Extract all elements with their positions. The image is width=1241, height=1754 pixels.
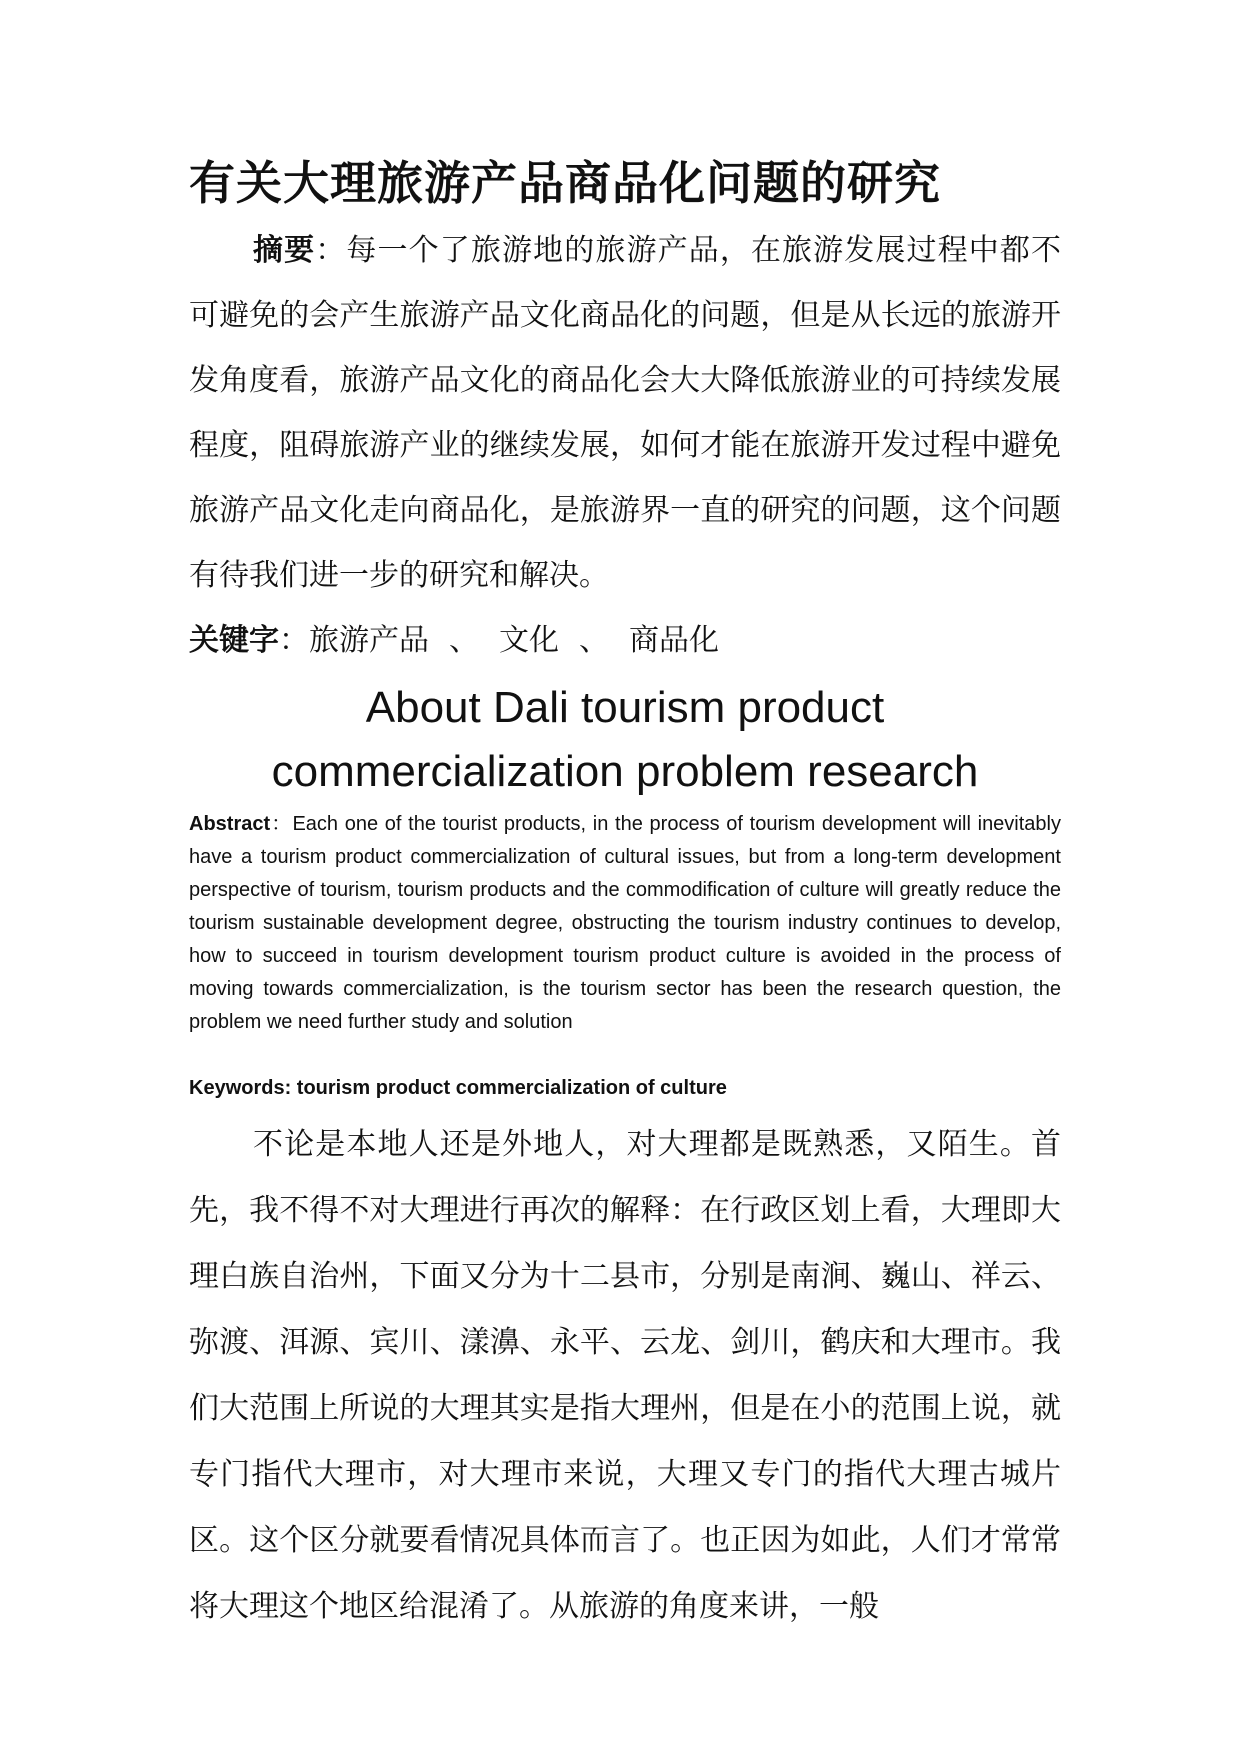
english-title-line1: About Dali tourism product bbox=[365, 683, 885, 732]
chinese-keywords bbox=[189, 616, 1061, 666]
keyword-item: 旅游产品 bbox=[309, 623, 429, 658]
english-abstract-label: Abstract bbox=[189, 813, 271, 835]
keyword-item: 商品化 bbox=[629, 623, 719, 658]
english-abstract-text: Each one of the tourist products, in the process of tourism development will inevitably have a tourism product commercialization of cultural issues, but from a long-term development perspective of tourism, tourism products and the commodification of culture will greatly reduce the tourism sustainable development degree, obstructing the tourism industry continues to develop, how to succeed in tourism development tourism product culture is avoided in the process of moving towards commercialization, is the tourism sector has been the research question, the problem we need further study and solution bbox=[189, 813, 1061, 1033]
chinese-keywords-colon: ： bbox=[279, 623, 309, 658]
english-abstract-colon: ： bbox=[270, 813, 293, 835]
chinese-abstract-label: 摘要 bbox=[253, 233, 316, 268]
chinese-abstract-text: 每一个了旅游地的旅游产品，在旅游发展过程中都不可避免的会产生旅游产品文化商品化的问题，但是从长远的旅游开发角度看，旅游产品文化的商品化会大大降低旅游业的可持续发展程度，阻碍旅游产业的继续发展，如何才能在旅游开发过程中避免旅游产品文化走向商品化，是旅游界一直的研究的问题，这个问题有待我们进一步的研究和解决。 bbox=[189, 233, 1062, 593]
english-keywords: Keywords: tourism product commercialization of culture bbox=[189, 1077, 727, 1099]
keyword-separator: 、 bbox=[579, 623, 609, 658]
keyword-separator: 、 bbox=[449, 623, 479, 658]
chinese-keywords-label: 关键字 bbox=[189, 623, 279, 658]
body-paragraph: 不论是本地人还是外地人，对大理都是既熟悉，又陌生。首先，我不得不对大理进行再次的解释：在行政区划上看，大理即大理白族自治州，下面又分为十二县市，分别是南涧、巍山、祥云、弥渡、洱源、宾川、漾濞、永平、云龙、剑川，鹤庆和大理市。我们大范围上所说的大理其实是指大理州，但是在小的范围上说，就专门指代大理市，对大理市来说，大理又专门的指代大理古城片区。这个区分就要看情况具体而言了。也正因为如此，人们才常常将大理这个地区给混淆了。从旅游的角度来讲，一般 bbox=[189, 1127, 1061, 1624]
keyword-item: 文化 bbox=[499, 623, 559, 658]
english-abstract bbox=[189, 808, 1061, 1039]
chinese-abstract-colon: ： bbox=[315, 233, 347, 268]
english-title bbox=[189, 676, 1061, 804]
english-title-line2: commercialization problem research bbox=[271, 747, 979, 796]
chinese-title: 有关大理旅游产品商品化问题的研究 bbox=[189, 156, 941, 210]
chinese-abstract bbox=[189, 218, 1061, 608]
